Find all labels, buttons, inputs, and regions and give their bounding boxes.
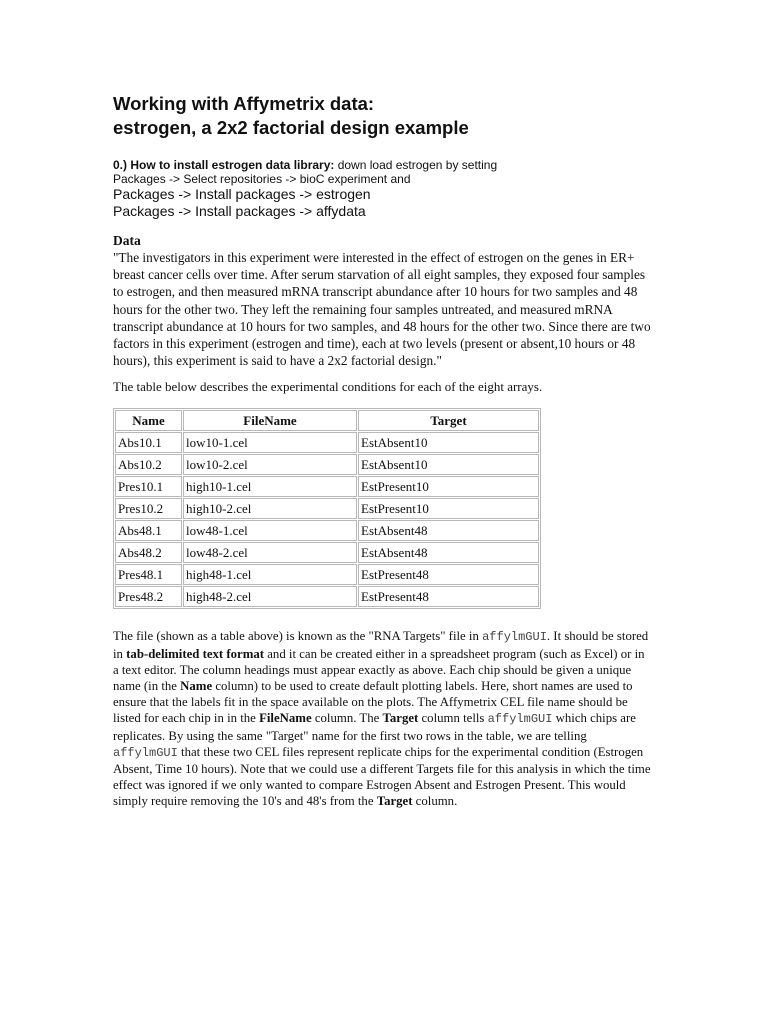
cell-filename: high10-2.cel xyxy=(183,498,357,519)
cell-name: Abs10.2 xyxy=(115,454,182,475)
install-line-1 xyxy=(113,158,653,172)
table-row xyxy=(115,476,539,497)
install-line-3: Packages -> Install packages -> estrogen xyxy=(113,186,371,202)
bold-target: Target xyxy=(376,794,413,809)
text-run: column. The xyxy=(311,711,383,726)
cell-target: EstAbsent10 xyxy=(358,454,539,475)
data-paragraph: "The investigators in this experiment were interested in the effect of estrogen on the genes in ER+ breast cancer cells over time. After serum starvation of all eight samples, they exposed four samples to estrogen, and then measured mRNA transcript abundance after 10 hours for two samples and 48 hours for the other two. They left the remaining four samples untreated, and measured mRNA transcript abundance at 10 hours for two samples, and 48 hours for the other two. Since there are two factors in this experiment (estrogen and time), each at two levels (present or absent,10 hours or 48 hours), this experiment is said to have a 2x2 factorial design." xyxy=(113,250,651,369)
code-affylmgui: affylmGUI xyxy=(113,745,178,760)
text-run: and it can be created either in a spreadsheet program (such as Excel) or in a text editor. The column headings must appear exactly as above. Each chip should be given a unique name (in the xyxy=(113,646,645,694)
title-line-1: Working with Affymetrix data: xyxy=(113,93,375,114)
targets-table xyxy=(113,408,541,609)
targets-explanation xyxy=(113,628,653,809)
cell-name: Pres48.2 xyxy=(115,586,182,607)
bold-filename: FileName xyxy=(259,711,312,726)
install-instructions xyxy=(113,158,653,220)
table-row xyxy=(115,520,539,541)
install-line-2: Packages -> Select repositories -> bioC experiment and xyxy=(113,172,411,186)
column-header-target: Target xyxy=(358,410,539,431)
text-run: . It should be stored in xyxy=(113,629,649,661)
column-header-name: Name xyxy=(115,410,182,431)
text-run: column) to be used to create default plotting labels. Here, short names are used to ensure that the labels fit in the space available on the plots. The Affymetrix CEL file name should be listed for each chip in in the xyxy=(113,679,633,726)
cell-target: EstAbsent10 xyxy=(358,432,539,453)
cell-name: Pres10.2 xyxy=(115,498,182,519)
cell-filename: low48-1.cel xyxy=(183,520,357,541)
bold-tab-delimited: tab-delimited text format xyxy=(126,646,265,661)
bold-name: Name xyxy=(180,679,213,694)
text-run: column tells xyxy=(418,711,488,726)
table-row xyxy=(115,586,539,607)
install-text-1: down load estrogen by setting xyxy=(334,158,498,172)
install-line-4: Packages -> Install packages -> affydata xyxy=(113,203,366,219)
cell-target: EstPresent48 xyxy=(358,564,539,585)
table-row xyxy=(115,432,539,453)
cell-filename: low10-2.cel xyxy=(183,454,357,475)
bold-target: Target xyxy=(382,711,419,726)
install-label: 0.) How to install estrogen data library: xyxy=(113,158,335,172)
cell-target: EstPresent10 xyxy=(358,498,539,519)
table-intro: The table below describes the experimental conditions for each of the eight arrays. xyxy=(113,379,543,395)
table-header-row xyxy=(115,410,539,431)
document-page xyxy=(113,92,653,810)
cell-filename: low48-2.cel xyxy=(183,542,357,563)
cell-target: EstPresent10 xyxy=(358,476,539,497)
column-header-filename: FileName xyxy=(183,410,357,431)
text-run: The file (shown as a table above) is known as the "RNA Targets" file in xyxy=(113,629,483,644)
cell-target: EstAbsent48 xyxy=(358,542,539,563)
table-row xyxy=(115,454,539,475)
cell-filename: high48-1.cel xyxy=(183,564,357,585)
cell-name: Pres10.1 xyxy=(115,476,182,497)
cell-name: Pres48.1 xyxy=(115,564,182,585)
text-run: that these two CEL files represent replicate chips for the experimental condition (Estrogen Absent, Time 10 hours). Note that we could use a different Targets file for this analysis in which the time effect was ignored if we only wanted to compare Estrogen Absent and Estrogen Present. This would simply require removing the 10's and 48's from the xyxy=(113,744,651,809)
cell-filename: high10-1.cel xyxy=(183,476,357,497)
document-title xyxy=(113,92,653,140)
cell-name: Abs48.2 xyxy=(115,542,182,563)
cell-filename: low10-1.cel xyxy=(183,432,357,453)
table-row xyxy=(115,498,539,519)
table-row xyxy=(115,564,539,585)
table-row xyxy=(115,542,539,563)
cell-name: Abs10.1 xyxy=(115,432,182,453)
cell-filename: high48-2.cel xyxy=(183,586,357,607)
text-run: column. xyxy=(412,794,458,809)
code-affylmgui: affylmGUI xyxy=(487,712,553,727)
cell-target: EstAbsent48 xyxy=(358,520,539,541)
text-run: which chips are replicates. By using the same "Target" name for the first two rows in the table, we are telling xyxy=(113,711,636,743)
data-heading: Data xyxy=(113,233,141,248)
cell-target: EstPresent48 xyxy=(358,586,539,607)
cell-name: Abs48.1 xyxy=(115,520,182,541)
code-affylmgui: affylmGUI xyxy=(482,630,547,645)
title-line-2: estrogen, a 2x2 factorial design example xyxy=(113,117,469,138)
